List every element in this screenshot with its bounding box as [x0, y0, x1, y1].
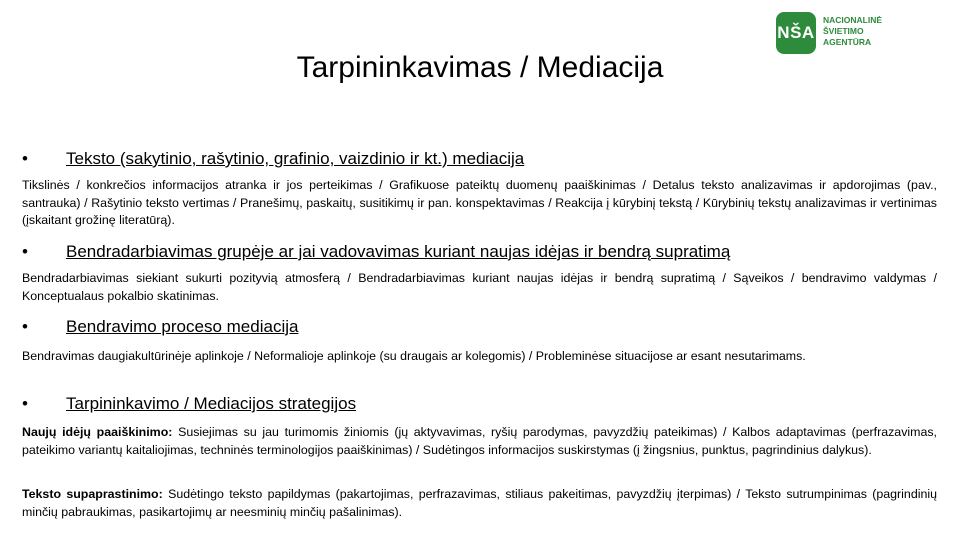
section-heading-label: Teksto (sakytinio, rašytinio, grafinio, vaizdinio ir kt.) mediacija	[66, 149, 525, 168]
section-heading-label: Bendradarbiavimas grupėje ar jai vadovavimas kuriant naujas idėjas ir bendrą supratimą	[66, 242, 731, 261]
strategy-paragraph-simplification	[22, 486, 937, 521]
section-paragraph-communication: Bendravimas daugiakultūrinėje aplinkoje / Neformalioje aplinkoje (su draugais ar kolegomis) / Probleminėse situacijose ar esant nesutarimams.	[22, 349, 806, 363]
section-heading-label: Tarpininkavimo / Mediacijos strategijos	[66, 394, 357, 413]
logo-line-3: AGENTŪRA	[823, 37, 872, 47]
strategy-label: Naujų idėjų paaiškinimo:	[22, 425, 173, 439]
logo-mark: NŠA	[776, 12, 816, 54]
bullet-icon: •	[22, 242, 28, 261]
section-paragraph-collaboration: Bendradarbiavimas siekiant sukurti pozityvią atmosferą / Bendradarbiavimas kuriant naujas idėjas ir bendrą supratimą / Sąveikos / bendravimo valdymas / Konceptualaus pokalbio skatinimas.	[22, 271, 937, 303]
bullet-icon: •	[22, 149, 28, 168]
strategy-text: Susiejimas su jau turimomis žiniomis (jų aktyvavimas, ryšių parodymas, pavyzdžių pateikimas) / Kalbos adaptavimas (perfrazavimas, pateikimo variantų kaitaliojimas, techninės terminologijos paaiškinimas) / Sudėtingos informacijos suskirstymas (į žingsnius, punktus, pagrindinius dalykus).	[22, 425, 937, 457]
logo-line-2: ŠVIETIMO	[823, 26, 864, 36]
page-title: Tarpininkavimas / Mediacija	[296, 51, 664, 84]
section-heading-label: Bendravimo proceso mediacija	[66, 317, 299, 336]
strategy-paragraph-new-ideas	[22, 424, 937, 459]
section-paragraph-text-mediation: Tikslinės / konkrečios informacijos atranka ir jos perteikimas / Grafikuose pateiktų duomenų paaiškinimas / Detalus teksto analizavimas ir apdorojimas (pav., santrauka) / Rašytinio teksto vertimas / Pranešimų, paskaitų, susitikimų ir pan. konspektavimas / Reakcija į kūrybinį tekstą / Kūrybinių tekstų analizavimas ir vertinimas (įskaitant grožinę literatūrą).	[22, 178, 937, 227]
bullet-icon: •	[22, 394, 28, 413]
strategy-text: Sudėtingo teksto papildymas (pakartojimas, perfrazavimas, stiliaus pakeitimas, pavyzdžių įterpimas) / Teksto sutrumpinimas (pagrindinių minčių pabraukimas, pasikartojimų ar neesminių minčių pašalinimas).	[22, 487, 937, 519]
logo-line-1: NACIONALINĖ	[823, 15, 883, 25]
nsa-logo	[776, 12, 896, 58]
bullet-icon: •	[22, 317, 28, 336]
strategy-label: Teksto supaprastinimo:	[22, 487, 163, 501]
logo-text	[823, 15, 903, 48]
